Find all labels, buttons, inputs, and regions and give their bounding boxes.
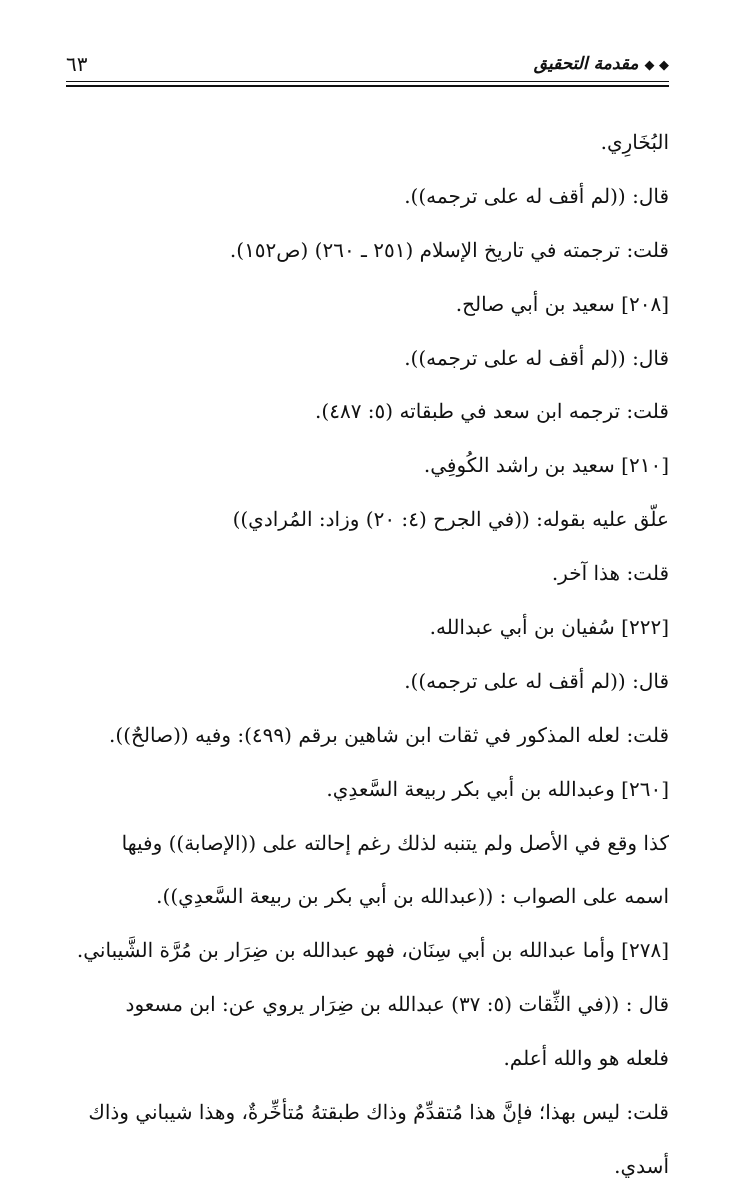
text-line: أسدي. — [614, 1153, 669, 1178]
text-line: البُخَارِي. — [600, 130, 669, 154]
diamond-ornament-icon: ◆ ◆ — [644, 58, 669, 73]
text-line: قال: ((لم أقف له على ترجمه)). — [404, 345, 669, 370]
text-line: قال: ((لم أقف له على ترجمه)). — [404, 183, 669, 208]
text-line: [٢٦٠] وعبدالله بن أبي بكر ربيعة السَّعدِي. — [326, 776, 669, 801]
text-line: قلت: لعله المذكور في ثقات ابن شاهين برقم (٤٩٩): وفيه ((صالحٌ)). — [109, 722, 669, 747]
running-title-text: مقدمة التحقيق — [533, 54, 639, 74]
text-line: قلت: ترجمه ابن سعد في طبقاته (٥: ٤٨٧). — [315, 399, 669, 424]
text-line: قال : ((في الثِّقات (٥: ٣٧) عبدالله بن ضِرَار يروي عن: ابن مسعود — [125, 992, 669, 1017]
text-line: [٢١٠] سعيد بن راشد الكُوفِي. — [423, 453, 669, 478]
text-line: كذا وقع في الأصل ولم يتنبه لذلك رغم إحالته على ((الإصابة)) وفيها — [121, 830, 669, 855]
text-line: قلت: ليس بهذا؛ فإنَّ هذا مُتقدِّمٌ وذاك طبقتهُ مُتأخِّرةٌ، وهذا شيباني وذاك — [88, 1100, 669, 1125]
text-line: [٢٢٢] سُفيان بن أبي عبدالله. — [429, 615, 669, 640]
text-line: قلت: ترجمته في تاريخ الإسلام (٢٥١ ـ ٢٦٠) (ص١٥٢). — [229, 237, 669, 262]
page-body — [66, 122, 669, 1190]
running-title — [534, 54, 669, 74]
text-line: [٢٠٨] سعيد بن أبي صالح. — [455, 291, 669, 316]
text-line: اسمه على الصواب : ((عبدالله بن أبي بكر بن ربيعة السَّعدِي)). — [156, 884, 669, 909]
header-rule-thick — [66, 85, 669, 87]
page-number: ٦٣ — [66, 52, 88, 76]
text-line: [٢٧٨] وأما عبدالله بن أبي سِنَان، فهو عبدالله بن ضِرَار بن مُرَّة الشَّيباني. — [76, 938, 669, 963]
text-line: قلت: هذا آخر. — [551, 561, 669, 586]
text-line: قال: ((لم أقف له على ترجمه)). — [404, 668, 669, 693]
text-line: علّق عليه بقوله: ((في الجرح (٤: ٢٠) وزاد: المُرادي)) — [232, 507, 669, 532]
page-header — [66, 52, 669, 80]
text-line: فلعله هو والله أعلم. — [503, 1046, 669, 1071]
header-rule-thin — [66, 81, 669, 82]
